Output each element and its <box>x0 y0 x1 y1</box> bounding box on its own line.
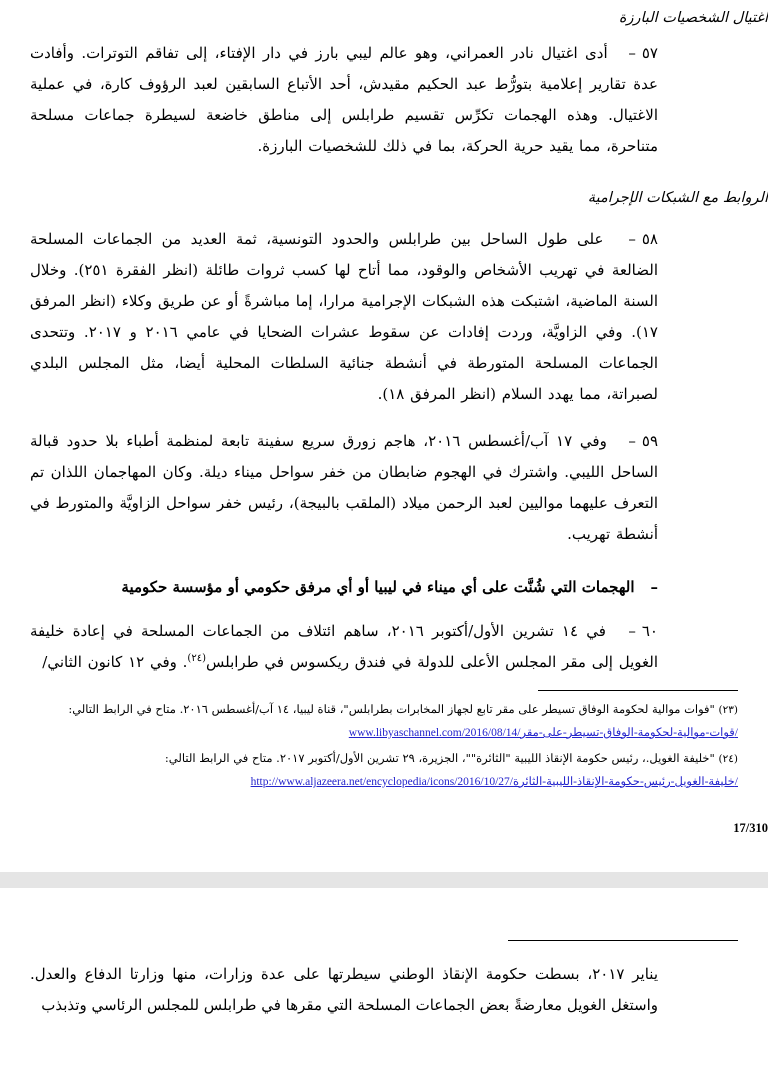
paragraph-60-number: ٦٠ <box>641 621 658 640</box>
spacer-para58-59 <box>0 416 768 426</box>
paragraph-59-number: ٥٩ <box>641 431 659 450</box>
footnote-23-url[interactable]: www.libyaschannel.com/2016/08/14/قوات-موالية-لحكومة-الوفاق-تسيطر-على-مقر/ <box>348 726 738 739</box>
paragraph-60-dash: – <box>628 621 636 640</box>
paragraph-60-text-after-ref: . وفي ١٢ كانون الثاني/ <box>42 652 188 671</box>
paragraph-57-dash: – <box>628 44 636 62</box>
footnote-23-marker: (٢٣) <box>718 703 738 716</box>
document-page-18 <box>0 888 768 1073</box>
paragraph-59-dash: – <box>628 431 636 450</box>
bullet-heading-attacks <box>0 572 768 602</box>
page-18-top-rule <box>508 940 738 941</box>
bullet-dash: – <box>650 577 658 596</box>
page-separator-band <box>0 872 768 888</box>
paragraph-58 <box>0 224 768 410</box>
paragraph-58-text: على طول الساحل بين طرابلس والحدود التونسية، ثمة العديد من الجماعات المسلحة الضالعة في تهريب الأشخاص والوقود، مما أتاح لها كسب ثروات طائلة (انظر الفقرة ٢٥١). وخلال السنة الماضية، اشتبكت هذه الشبكات الإجرامية مرارا، إما مباشرةً أو عن طريق وكلاء (انظر المرفق ١٧). وفي الزاويَّة، وردت إفادات عن سقوط عشرات الضحايا في عامي ٢٠١٦ و ٢٠١٧. وتتحدى الجماعات المسلحة المتورطة في أنشطة جنائية السلطات المحلية أيضا، مثل المجلس البلدي لصبراتة، مما يهدد السلام (انظر المرفق ١٨). <box>30 229 658 403</box>
section-heading-assassination: اغتيال الشخصيات البارزة <box>618 10 768 26</box>
footnote-24-marker: (٢٤) <box>718 752 738 765</box>
footnote-reference-24[interactable]: (٢٤) <box>187 652 206 664</box>
paragraph-60 <box>0 616 768 678</box>
footnote-separator-rule <box>538 690 738 691</box>
page-18-content-area <box>0 940 768 1021</box>
paragraph-60-continuation: يناير ٢٠١٧، بسطت حكومة الإنقاذ الوطني سيطرتها على عدة وزارات، منها وزارتا الدفاع والعدل. واستغل الغويل معارضةً بعض الجماعات المسلحة التي مقرها في طرابلس للمجلس الرئاسي وتذبذب <box>30 965 658 1014</box>
page-number: 17/310 <box>733 820 768 835</box>
paragraph-58-number: ٥٨ <box>641 229 658 248</box>
paragraph-59-text: وفي ١٧ آب/أغسطس ٢٠١٦، هاجم زورق سريع سفينة تابعة لمنظمة أطباء بلا حدود قبالة الساحل الليبي. واشترك في الهجوم ضابطان من خفر سواحل ميناء ديلة. وكان المهاجمان اللذان تم التعرف عليهما مواليين لعبد الرحمن ميلاد (الملقب بالبيجة)، رئيس خفر سواحل الزاويَّة والمتورط في أنشطة تهريب. <box>30 431 658 543</box>
paragraph-58-dash: – <box>628 229 636 248</box>
section-heading-criminal-networks: الروابط مع الشبكات الإجرامية <box>587 190 768 206</box>
bullet-heading-attacks-text: الهجمات التي شُنَّت على أي ميناء في ليبيا أو أي مرفق حكومي أو مؤسسة حكومية <box>121 577 635 596</box>
paragraph-59 <box>0 426 768 550</box>
paragraph-57 <box>0 38 768 162</box>
footnote-23-text: "فوات موالية لحكومة الوفاق تسيطر على مقر تابع لجهاز المخابرات بطرابلس"، قناة ليبيا، ١٤ آب/أغسطس ٢٠١٦. متاح في الرابط التالي: <box>68 701 715 716</box>
paragraph-57-text: أدى اغتيال نادر العمراني، وهو عالم ليبي بارز في دار الإفتاء، إلى تفاقم التوترات. وأفادت عدة تقارير إعلامية بتورُّط عبد الحكيم مقيدش، أحد الأتباع السابقين لعبد الرؤوف كارة، في عملية الاغتيال. وهذه الهجمات تكرِّس تقسيم طرابلس إلى مناطق خاضعة لسيطرة جماعات مسلحة متناحرة، مما يقيد حرية الحركة، بما في ذلك للشخصيات البارزة. <box>30 44 658 155</box>
footnotes-block <box>0 699 768 793</box>
footnote-24 <box>30 748 738 770</box>
paragraph-57-number: ٥٧ <box>641 44 658 62</box>
footnote-24-url[interactable]: http://www.aljazeera.net/encyclopedia/icons/2016/10/27/خليفة-الغويل-رئيس-حكومة-الإنقاذ-الليبية-الثائرة/ <box>250 775 738 788</box>
paragraph-60-text-before-ref: في ١٤ تشرين الأول/أكتوبر ٢٠١٦، ساهم ائتلاف من الجماعات المسلحة في إعادة خليفة الغويل إلى مقر المجلس الأعلى للدولة في فندق ريكسوس في طرابلس <box>30 621 658 671</box>
footnote-24-text: "خليفة الغويل.، رئيس حكومة الإنقاذ الليبية "الثائرة""، الجزيرة، ٢٩ تشرين الأول/أكتوبر ٢٠١٧. متاح في الرابط التالي: <box>164 750 715 765</box>
footnote-23 <box>30 699 738 721</box>
